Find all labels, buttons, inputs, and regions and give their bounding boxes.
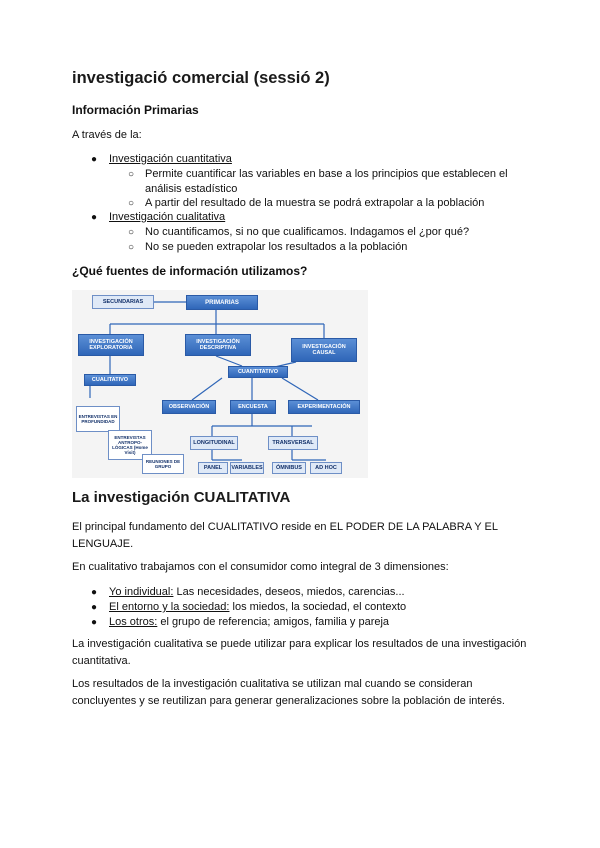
sub-bullet-circle: ○ <box>128 169 135 180</box>
diagram-node-descriptiva: INVESTIGACIÓN DESCRIPTIVA <box>185 334 251 356</box>
heading-informacion-primarias: Información Primarias <box>72 103 199 117</box>
paragraph-fundamento: El principal fundamento del CUALITATIVO reside en EL PODER DE LA PALABRA Y EL LENGUAJE. <box>72 521 498 550</box>
dimension-los-otros: Los otros: el grupo de referencia; amigos, familia y pareja <box>109 616 390 628</box>
diagram-node-primarias: PRIMARIAS <box>186 295 258 310</box>
dimension-yo-individual: Yo individual: Las necesidades, deseos, miedos, carencias... <box>109 586 405 598</box>
document-title: investigació comercial (sessió 2) <box>72 69 330 87</box>
paragraph-explicar: La investigación cualitativa se puede utilizar para explicar los resultados de una investigación cuantitativa. <box>72 638 527 667</box>
bullet-dot: ● <box>91 587 98 598</box>
dimension-entorno: El entorno y la sociedad: los miedos, la sociedad, el contexto <box>109 601 407 613</box>
intro-text: A través de la: <box>72 129 142 141</box>
sub-bullet-text: No se pueden extrapolar los resultados a la población <box>145 241 408 253</box>
sub-bullet-circle: ○ <box>128 227 135 238</box>
diagram-node-entrevistas-antropologicas: ENTREVISTAS ANTROPO-LÓGICAS (Home Visit) <box>108 430 152 460</box>
bullet-dot: ● <box>91 154 98 165</box>
bullet-dot: ● <box>91 602 98 613</box>
heading-investigacion-cualitativa: La investigación CUALITATIVA <box>72 489 291 506</box>
diagram-node-longitudinal: LONGITUDINAL <box>190 436 238 450</box>
diagram-node-cualitativo: CUALITATIVO <box>84 374 136 386</box>
diagram-node-ad-hoc: AD HOC <box>310 462 342 474</box>
diagram-node-exploratoria: INVESTIGACIÓN EXPLORATORIA <box>78 334 144 356</box>
sub-bullet-text: No cuantificamos, si no que cualificamos. Indagamos el ¿por qué? <box>145 226 470 238</box>
diagram-node-transversal: TRANSVERSAL <box>268 436 318 450</box>
heading-fuentes: ¿Qué fuentes de información utilizamos? <box>72 264 308 278</box>
diagram-node-variables: VARIABLES <box>230 462 264 474</box>
diagram-node-experimentacion: EXPERIMENTACIÓN <box>288 400 360 414</box>
bullet-cuantitativa: Investigación cuantitativa <box>109 153 232 165</box>
diagram-node-observacion: OBSERVACIÓN <box>162 400 216 414</box>
bullet-dot: ● <box>91 617 98 628</box>
sub-bullet-text: A partir del resultado de la muestra se podrá extrapolar a la población <box>145 197 485 209</box>
diagram-node-omnibus: ÓMNIBUS <box>272 462 306 474</box>
sub-bullet-circle: ○ <box>128 242 135 253</box>
sub-bullet-text: Permite cuantificar las variables en base a los principios que establecen el análisis estadístico <box>145 168 508 195</box>
diagram-node-secundarias: SECUNDARIAS <box>92 295 154 309</box>
diagram-node-encuesta: ENCUESTA <box>230 400 276 414</box>
diagram-node-causal: INVESTIGACIÓN CAUSAL <box>291 338 357 362</box>
sources-diagram <box>72 290 368 478</box>
paragraph-resultados: Los resultados de la investigación cualitativa se utilizan mal cuando se consideran concluyentes y se reutilizan para generar generalizaciones sobre la población de interés. <box>72 678 505 707</box>
diagram-node-reuniones-grupo: REUNIONES DE GRUPO <box>142 454 184 474</box>
diagram-node-entrevistas-profundidad: ENTREVISTAS EN PROFUNDIDAD <box>76 406 120 432</box>
bullet-dot: ● <box>91 212 98 223</box>
bullet-cualitativa: Investigación cualitativa <box>109 211 226 223</box>
sub-bullet-circle: ○ <box>128 198 135 209</box>
diagram-node-panel: PANEL <box>198 462 228 474</box>
diagram-node-cuantitativo: CUANTITATIVO <box>228 366 288 378</box>
paragraph-dimensiones: En cualitativo trabajamos con el consumidor como integral de 3 dimensiones: <box>72 561 449 573</box>
